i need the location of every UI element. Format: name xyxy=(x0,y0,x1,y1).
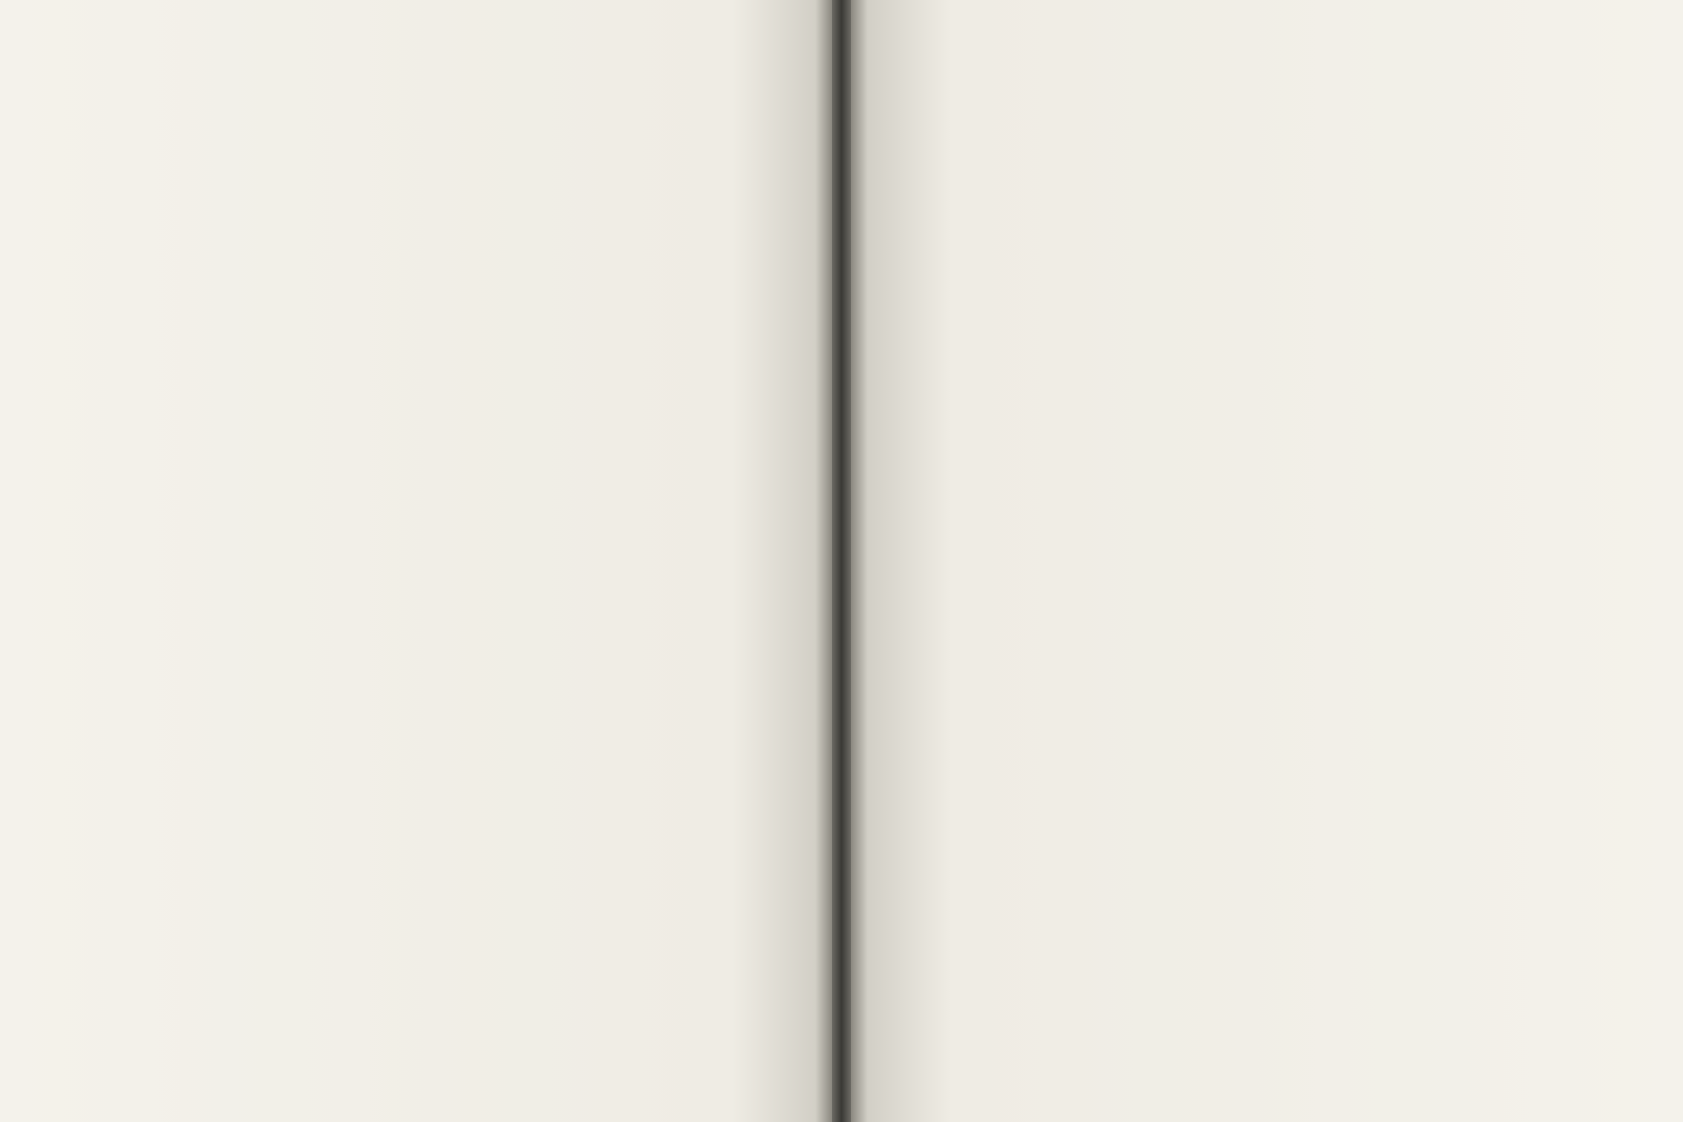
right-page xyxy=(851,0,1683,1122)
left-page xyxy=(0,0,832,1122)
right-page-text xyxy=(899,92,1575,1032)
book-gutter xyxy=(832,0,851,1122)
left-page-text xyxy=(108,74,784,1034)
